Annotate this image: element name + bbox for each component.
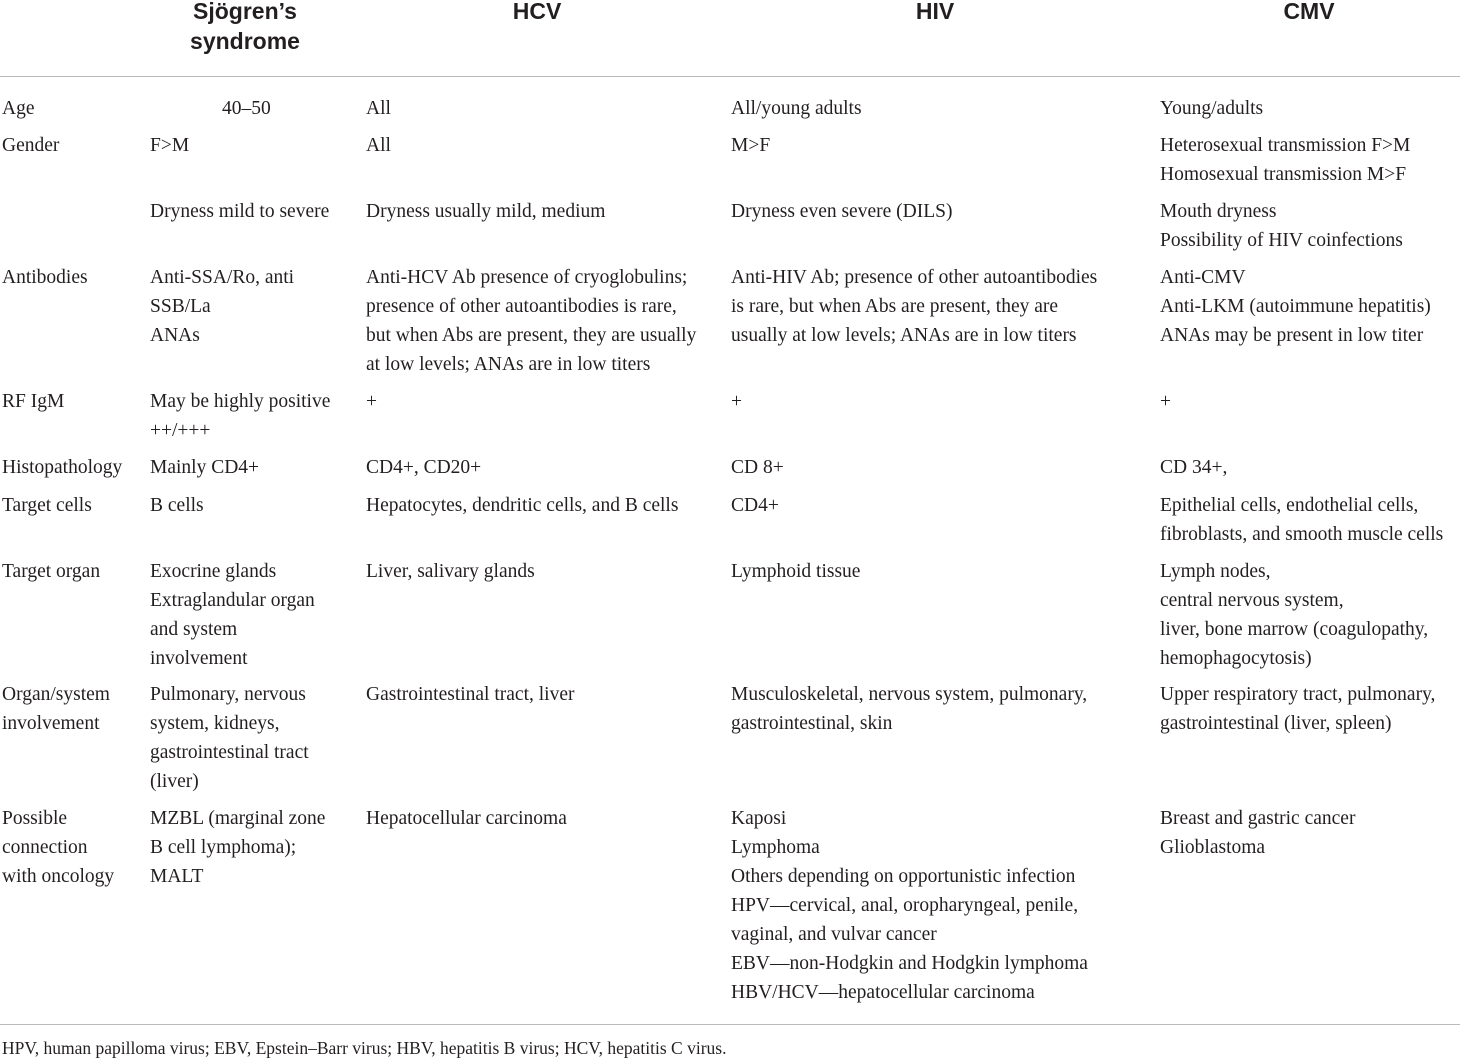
table-cell: CD4+, CD20+ [366,457,482,478]
row-label: Age [2,98,35,119]
table-cell: May be highly positive ++/+++ [150,391,331,441]
table-cell: Gastrointestinal tract, liver [366,684,575,705]
column-header: HCV [512,0,562,24]
column-header: HIV [915,0,955,24]
table-cell: Dryness usually mild, medium [366,201,606,222]
row-label: Target organ [2,561,101,582]
row-label: RF IgM [2,391,65,412]
table-header [0,0,1460,76]
table-cell: Liver, salivary glands [366,561,535,582]
table-cell: 40–50 [222,98,271,119]
table-cell: Upper respiratory tract, pulmonary, gastrointestinal (liver, spleen) [1160,684,1436,734]
table-cell: All [366,98,391,119]
table-cell: All [366,135,391,156]
table-cell: + [731,391,742,412]
table-cell: Anti-HCV Ab presence of cryoglobulins; presence of other autoantibodies is rare, but when Abs are present, they are usually at low levels; ANAs are in low titers [366,267,697,375]
table-cell: Mouth dryness Possibility of HIV coinfections [1160,201,1403,251]
table-cell: Dryness mild to severe [150,201,330,222]
footer-divider [0,1024,1460,1025]
table-cell: Hepatocellular carcinoma [366,808,567,829]
table-cell: Kaposi Lymphoma Others depending on opportunistic infection HPV—cervical, anal, oropharyngeal, penile, vaginal, and vulvar cancer EBV—non-Hodgkin and Hodgkin lymphoma HBV/HCV—hepatocellular carcinoma [731,808,1088,1003]
header-divider [0,76,1460,77]
table-cell: MZBL (marginal zone B cell lymphoma); MALT [150,808,326,887]
table-cell: Anti-HIV Ab; presence of other autoantibodies is rare, but when Abs are present, they are usually at low levels; ANAs are in low titers [731,267,1098,346]
table-cell: B cells [150,495,204,516]
table-cell: Lymph nodes, central nervous system, liver, bone marrow (coagulopathy, hemophagocytosis) [1160,561,1429,669]
table-cell: Anti-CMV Anti-LKM (autoimmune hepatitis) ANAs may be present in low titer [1160,267,1431,346]
table-cell: CD 34+, [1160,457,1228,478]
row-label: Gender [2,135,60,156]
table-cell: CD4+ [731,495,779,516]
column-header: Sjögren’s syndrome [190,0,300,54]
row-label: Histopathology [2,457,123,478]
table-cell: Breast and gastric cancer Glioblastoma [1160,808,1356,858]
table-cell: Exocrine glands Extraglandular organ and system involvement [150,561,315,669]
table-cell: Epithelial cells, endothelial cells, fibroblasts, and smooth muscle cells [1160,495,1444,545]
table-cell: M>F [731,135,771,156]
table-cell: Dryness even severe (DILS) [731,201,953,222]
table-cell: F>M [150,135,190,156]
table-cell: Anti-SSA/Ro, anti SSB/La ANAs [150,267,295,346]
table-cell: Lymphoid tissue [731,561,861,582]
table-cell: CD 8+ [731,457,784,478]
column-header: CMV [1283,0,1335,24]
table-footnote: HPV, human papilloma virus; EBV, Epstein–Barr virus; HBV, hepatitis B virus; HCV, hepatitis C virus. [2,1038,727,1058]
table-cell: Young/adults [1160,98,1264,119]
row-label: Possible connection with oncology [2,808,115,887]
row-label: Organ/system involvement [2,684,110,734]
table-cell: + [1160,391,1171,412]
table-cell: Mainly CD4+ [150,457,260,478]
table-cell: Pulmonary, nervous system, kidneys, gastrointestinal tract (liver) [150,684,309,792]
table-cell: All/young adults [731,98,862,119]
table-cell: + [366,391,377,412]
table-cell: Hepatocytes, dendritic cells, and B cells [366,495,679,516]
row-label: Antibodies [2,267,88,288]
table-cell: Musculoskeletal, nervous system, pulmonary, gastrointestinal, skin [731,684,1088,734]
table-cell: Heterosexual transmission F>M Homosexual transmission M>F [1160,135,1411,185]
row-label: Target cells [2,495,92,516]
